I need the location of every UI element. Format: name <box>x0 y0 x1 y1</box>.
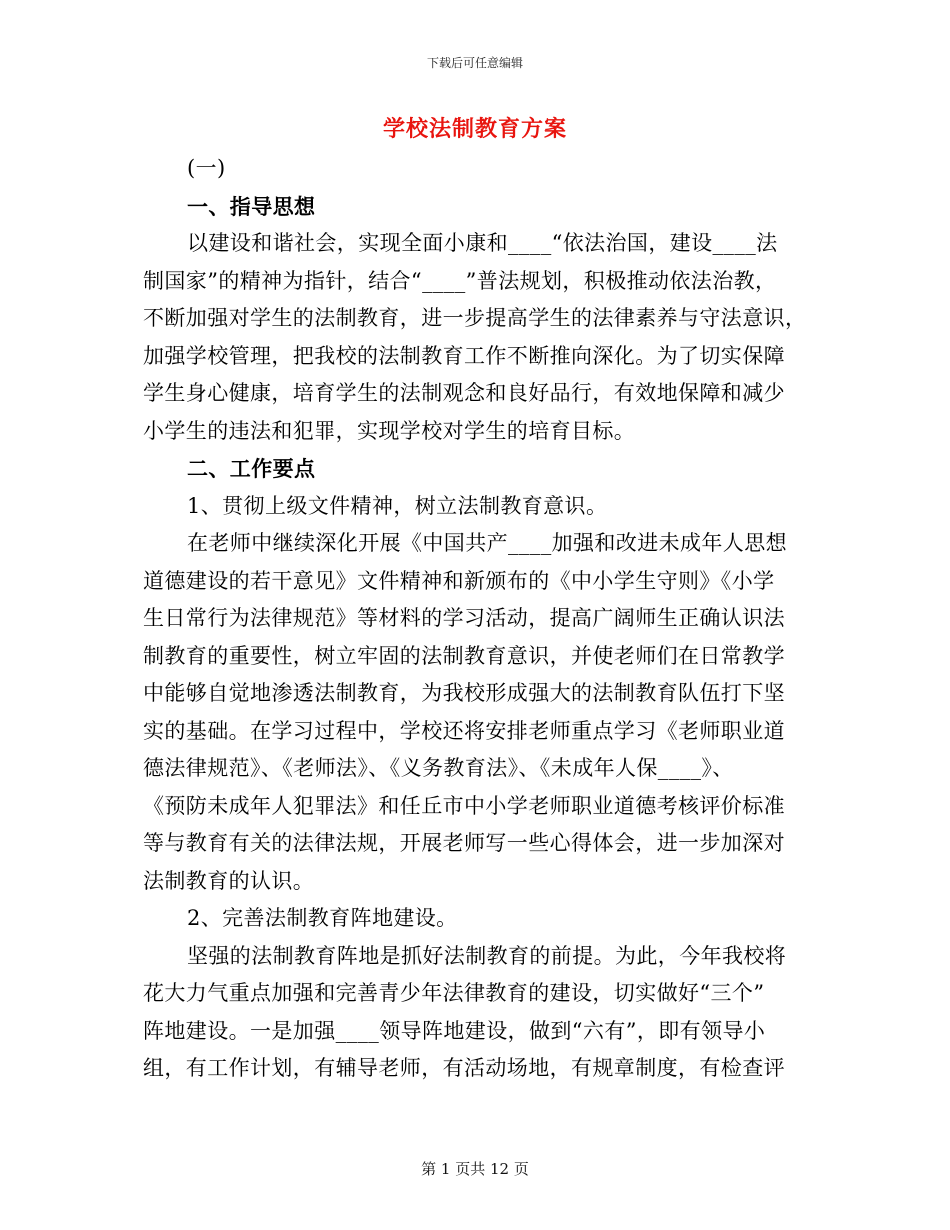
section1-heading: 一、指导思想 <box>187 193 316 219</box>
section2-heading: 二、工作要点 <box>187 456 316 481</box>
paragraph-line: 花大力气重点加强和完善青少年法律教育的建设，切实做好“三个” <box>143 981 765 1005</box>
paragraph-line: 生日常行为法律规范》等材料的学习活动，提高广阔师生正确认识法 <box>143 606 785 630</box>
paragraph-line: 实的基础。在学习过程中，学校还将安排老师重点学习《老师职业道 <box>143 718 785 743</box>
header-note: 下载后可任意编辑 <box>426 56 523 70</box>
paragraph-line: 道德建设的若干意见》文件精神和新颁布的《中小学生守则》《小学 <box>143 568 775 593</box>
paragraph-line: 《预防未成年人犯罪法》和任丘市中小学老师职业道德考核评价标准 <box>143 793 785 818</box>
part-label: (一) <box>187 156 226 180</box>
paragraph-line: 法制教育的认识。 <box>143 868 315 893</box>
paragraph-line: 组，有工作计划，有辅导老师，有活动场地，有规章制度，有检查评 <box>143 1056 785 1080</box>
paragraph-line: 阵地建设。一是加强____领导阵地建设，做到“六有”，即有领导小 <box>143 1018 766 1043</box>
paragraph-line: 中能够自觉地渗透法制教育，为我校形成强大的法制教育队伍打下坚 <box>143 681 785 705</box>
paragraph-line: 在老师中继续深化开展《中国共产____加强和改进未成年人思想 <box>187 531 787 555</box>
paragraph-line: 等与教育有关的法律法规，开展老师写一些心得体会，进一步加深对 <box>143 831 785 855</box>
point1-title: 1、贯彻上级文件精神，树立法制教育意识。 <box>187 493 608 518</box>
point2-title: 2、完善法制教育阵地建设。 <box>187 906 458 930</box>
page-indicator: 第 1 页共 12 页 <box>421 1160 529 1178</box>
paragraph-line: 德法律规范》、《老师法》、《义务教育法》、《未成年人保____》、 <box>143 756 734 780</box>
paragraph-line: 学生身心健康，培育学生的法制观念和良好品行，有效地保障和减少 <box>143 381 785 405</box>
paragraph-line: 不断加强对学生的法制教育，进一步提高学生的法律素养与守法意识， <box>143 306 807 330</box>
document-title: 学校法制教育方案 <box>382 116 567 142</box>
document-body <box>143 150 807 1088</box>
paragraph-line: 坚强的法制教育阵地是抓好法制教育的前提。为此，今年我校将 <box>187 943 787 968</box>
paragraph-line: 制国家”的精神为指针，结合“____”普法规划，积极推动依法治教， <box>143 268 777 293</box>
paragraph-line: 制教育的重要性，树立牢固的法制教育意识，并使老师们在日常教学 <box>143 643 785 668</box>
paragraph-line: 小学生的违法和犯罪，实现学校对学生的培育目标。 <box>143 418 636 443</box>
paragraph-line: 加强学校管理，把我校的法制教育工作不断推向深化。为了切实保障 <box>143 343 785 368</box>
paragraph-line: 以建设和谐社会，实现全面小康和____“依法治国，建设____法 <box>187 231 778 255</box>
